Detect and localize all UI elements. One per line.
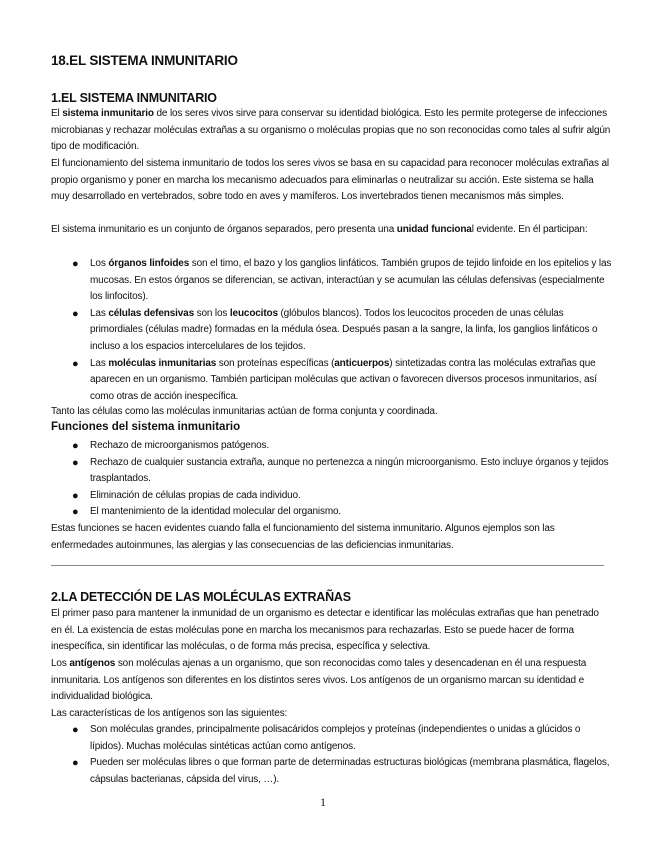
list-item — [72, 488, 612, 505]
bullet-icon: ● — [72, 357, 79, 370]
section-2-paragraph-3: Las características de los antígenos son las siguientes: — [51, 708, 288, 719]
section-divider — [51, 565, 604, 566]
text-run: son proteínas específicas ( — [216, 357, 335, 369]
text-run: de los seres vivos sirve para conservar su identidad biológica. Esto les permite protegerse de infecciones microbianas y rechazar moléculas extrañas a su organismo o moléculas propias que no son reconocidas como tales al sufrir algún tipo de modificación. — [51, 108, 611, 153]
list-item-text: El mantenimiento de la identidad molecular del organismo. — [90, 506, 342, 518]
bullet-icon: ● — [72, 489, 79, 502]
text-run: son los — [194, 307, 230, 319]
section-1-heading: 1.EL SISTEMA INMUNITARIO — [51, 91, 217, 105]
list-item-text: Rechazo de cualquier sustancia extraña, aunque no pertenezca a ningún microorganismo. Esto incluye órganos y tejidos trasplantados. — [90, 456, 609, 485]
text-run: (glóbulos blancos). Todos los leucocitos proceden de unas células primordiales (células madre) formadas en la médula ósea. Después pasan a la sangre, la linfa, los ganglios linfáticos o incluso a los espacios intercelulares de los tejidos. — [90, 307, 598, 352]
bold-term: unidad funciona — [396, 224, 472, 235]
text-run: l evidente. En él participan: — [471, 224, 588, 235]
section-2-paragraph-1: El primer paso para mantener la inmunidad de un organismo es detectar e identificar las moléculas extrañas que han penetrado en él. La existencia de estas moléculas pone en marcha los mecanismos para rechazarlas. Esto se puede hacer de forma inespecífica, sin identificar las moléculas, o de forma más precisa, específica y selectiva. — [51, 608, 599, 653]
list-item — [72, 455, 612, 488]
list-item — [72, 755, 612, 788]
section-1-paragraph-1 — [51, 106, 611, 156]
bullet-icon: ● — [72, 724, 79, 736]
list-item-text: Son moléculas grandes, principalmente polisacáridos complejos y proteínas (independientes o unidas a glúcidos o lípidos). Muchas moléculas sintéticas actúan como antígenos. — [90, 724, 581, 752]
bullet-icon: ● — [72, 757, 79, 770]
bullet-icon: ● — [72, 440, 79, 452]
bullet-icon: ● — [72, 506, 79, 519]
text-run: Los — [51, 658, 70, 669]
page-number: 1 — [320, 795, 326, 809]
list-item-text: Eliminación de células propias de cada individuo. — [90, 489, 301, 501]
list-item-text: Pueden ser moléculas libres o que forman parte de determinadas estructuras biológicas (membrana plasmática, flagelos, cápsulas bacterianas, cápsida del virus, …). — [90, 757, 610, 785]
bullet-icon: ● — [72, 258, 79, 270]
text-run: son moléculas ajenas a un organismo, que son reconocidas como tales y desencadenan en él una respuesta inmunitaria. Los antígenos son diferentes en los distintos seres vivos. Los antígenos de un organismo marcan su identidad e individualidad biológica. — [51, 658, 587, 703]
bold-term: células defensivas — [108, 307, 194, 319]
functions-list — [72, 438, 612, 521]
text-run: son el timo, el bazo y los ganglios linfáticos. También grupos de tejido linfoide en los epitelios y las mucosas. En estos órganos se diferencian, se activan, interactúan y se acumulan las células defensivas (especialmente los linfocitos). — [90, 258, 612, 303]
section-2-heading: 2.LA DETECCIÓN DE LAS MOLÉCULAS EXTRAÑAS — [51, 590, 351, 604]
text-run: El — [51, 108, 63, 119]
section-1-paragraph-3 — [51, 222, 611, 239]
list-item — [72, 438, 612, 455]
text-run: El sistema inmunitario es un conjunto de órganos separados, pero presenta una — [51, 224, 397, 235]
bold-term: antígenos — [69, 658, 116, 669]
bold-term: moléculas inmunitarias — [108, 357, 217, 369]
section-2-paragraph-2 — [51, 656, 611, 706]
list-item — [72, 256, 612, 306]
text-run: Los — [90, 258, 109, 269]
list-item — [72, 356, 612, 406]
section-1-paragraph-2: El funcionamiento del sistema inmunitario de todos los seres vivos se basa en su capacidad para reconocer moléculas extrañas al propio organismo y poner en marcha los mecanismo adecuados para eliminarlas o neutralizar su acción. Este sistema se halla muy desarrollado en vertebrados, sobre todo en aves y mamíferos. Los invertebrados tienen mecanismos más simples. — [51, 158, 609, 203]
bold-term: leucocitos — [229, 307, 278, 319]
text-run: Las — [90, 357, 109, 369]
bold-term: anticuerpos — [334, 357, 390, 369]
antigen-characteristics-list — [72, 722, 612, 788]
bullet-icon: ● — [72, 456, 79, 469]
list-item — [72, 722, 612, 755]
bold-term: sistema inmunitario — [62, 108, 154, 119]
section-1-paragraph-5: Estas funciones se hacen evidentes cuando falla el funcionamiento del sistema inmunitario. Algunos ejemplos son las enfermedades autoinmunes, las alergias y las consecuencias de las deficiencias inmunitarias. — [51, 523, 555, 551]
section-1-paragraph-4: Tanto las células como las moléculas inmunitarias actúan de forma conjunta y coordinada. — [51, 406, 438, 417]
list-item-text: Rechazo de microorganismos patógenos. — [90, 440, 269, 451]
participants-list — [72, 256, 612, 405]
bullet-icon: ● — [72, 307, 79, 320]
document-title: 18.EL SISTEMA INMUNITARIO — [51, 53, 238, 68]
text-run: Las — [90, 307, 109, 319]
functions-heading: Funciones del sistema inmunitario — [51, 421, 241, 433]
list-item — [72, 306, 612, 356]
list-item — [72, 504, 612, 521]
bold-term: órganos linfoides — [108, 258, 190, 269]
text-run: ) sintetizadas contra las moléculas extrañas que aparecen en un organismo. También participan moléculas que activan o favorecen diversos procesos inmunitarios, así como otras de acción inespecífica. — [90, 357, 597, 402]
